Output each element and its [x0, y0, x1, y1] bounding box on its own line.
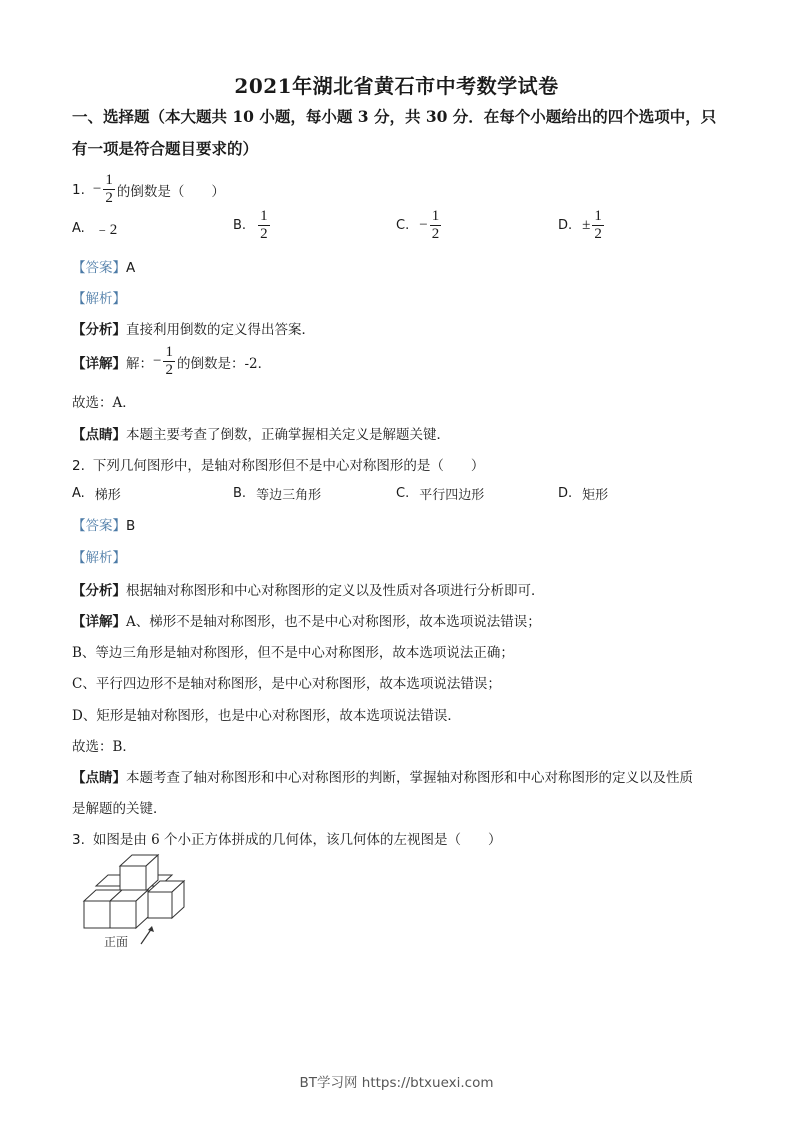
question-1-option-a [72, 218, 117, 239]
fraction-denominator: 2 [594, 226, 602, 242]
minus-sign: − [419, 217, 428, 233]
fraction-numerator: 1 [105, 172, 113, 188]
answer-tag: 【答案】 [72, 260, 126, 276]
answer-tag: 【答案】 [72, 518, 126, 534]
question-2-xiangjie-line-2: B、等边三角形是轴对称图形，但不是中心对称图形，故本选项说法正确； [72, 645, 514, 661]
option-label: A. [72, 486, 85, 501]
xiangjie-prefix: 解： [126, 355, 153, 372]
question-3-stem [72, 828, 502, 848]
section-heading-line1: 一、选择题（本大题共 10 小题，每小题 3 分，共 30 分．在每个小题给出的四个选项中，只 [72, 107, 717, 126]
answer-value: B [126, 518, 136, 534]
dianjing-tag: 【点睛】 [72, 427, 126, 443]
dianjing-text: 本题考查了轴对称图形和中心对称图形的判断，掌握轴对称图形和中心对称图形的定义以及性质 [126, 770, 693, 786]
question-1-dianjing [72, 423, 450, 443]
section-heading-line2: 有一项是符合题目要求的） [72, 139, 259, 158]
question-2-stem [72, 454, 484, 474]
question-2-option-c [396, 484, 484, 503]
option-text: 等边三角形 [256, 488, 322, 503]
dianjing-tag: 【点睛】 [72, 770, 126, 786]
question-2-option-d [558, 484, 608, 503]
xiangjie-text: 的倒数是：-2． [176, 355, 272, 372]
question-2-option-b [233, 484, 321, 503]
option-label: C. [396, 486, 410, 501]
question-1-option-c [396, 208, 443, 243]
arrow-head-icon [148, 926, 154, 932]
question-1-answer [72, 256, 135, 276]
question-2-answer [72, 514, 135, 534]
fraction-numerator: 1 [594, 208, 602, 224]
option-label: D. [558, 486, 573, 501]
question-1-xiangjie [72, 344, 271, 379]
xiangjie-text: A、梯形不是轴对称图形，也不是中心对称图形，故本选项说法错误； [126, 614, 541, 630]
option-text: 平行四边形 [419, 488, 485, 503]
option-value: ﹣2 [94, 222, 118, 238]
question-1-fenxi [72, 318, 315, 338]
question-2-xiangjie-line-3: C、平行四边形不是轴对称图形，是中心对称图形，故本选项说法错误； [72, 676, 501, 692]
plus-minus-sign: ± [582, 217, 591, 233]
option-label: B. [233, 218, 247, 233]
dianjing-text: 本题主要考查了倒数，正确掌握相关定义是解题关键． [126, 427, 450, 443]
fraction [592, 208, 604, 243]
fenxi-tag: 【分析】 [72, 583, 126, 599]
option-label: D. [558, 218, 573, 233]
option-label: C. [396, 218, 410, 233]
question-2-choice: 故选：B． [72, 739, 136, 755]
cube-assembly-figure [76, 848, 196, 953]
question-2-xiangjie-line-4: D、矩形是轴对称图形，也是中心对称图形，故本选项说法错误． [72, 708, 461, 724]
fraction [103, 172, 115, 207]
question-number: 3. [72, 832, 85, 848]
fraction-numerator: 1 [165, 344, 173, 360]
question-1-analysis-tag: 【解析】 [72, 291, 126, 307]
footer-watermark: BT学习网 https://btxuexi.com [299, 1075, 494, 1091]
fraction-denominator: 2 [165, 362, 173, 378]
fraction [430, 208, 442, 243]
fenxi-tag: 【分析】 [72, 322, 126, 338]
fenxi-text: 根据轴对称图形和中心对称图形的定义以及性质对各项进行分析即可． [126, 583, 545, 599]
question-1-stem [72, 172, 225, 207]
fraction-numerator: 1 [260, 208, 268, 224]
front-label: 正面 [104, 935, 129, 949]
question-1-option-b [233, 208, 272, 243]
question-1-choice: 故选：A． [72, 395, 136, 411]
question-2-analysis-tag: 【解析】 [72, 550, 126, 566]
question-2-dianjing-line-1 [72, 766, 693, 786]
question-text: 如图是由 6 个小正方体拼成的几何体，该几何体的左视图是（ ） [92, 832, 502, 848]
xiangjie-tag: 【详解】 [72, 355, 126, 372]
option-text: 梯形 [94, 488, 121, 503]
page-title: 2021年湖北省黄石市中考数学试卷 [234, 74, 559, 98]
answer-value: A [126, 260, 136, 276]
cubes-drawing-icon [76, 848, 196, 953]
fraction-denominator: 2 [260, 226, 268, 242]
question-number: 1. [72, 181, 85, 198]
xiangjie-tag: 【详解】 [72, 614, 126, 630]
fraction-denominator: 2 [105, 190, 113, 206]
minus-sign: − [92, 181, 102, 197]
question-2-fenxi [72, 579, 545, 599]
option-label: A. [72, 221, 85, 236]
question-number: 2. [72, 458, 85, 474]
question-2-dianjing-line-2: 是解题的关键． [72, 801, 167, 817]
fraction [163, 344, 175, 379]
question-2-option-a [72, 484, 121, 503]
option-text: 矩形 [582, 488, 609, 503]
fraction-denominator: 2 [431, 226, 440, 242]
fenxi-text: 直接利用倒数的定义得出答案． [126, 322, 315, 338]
question-text: 下列几何图形中，是轴对称图形但不是中心对称图形的是（ ） [92, 458, 485, 474]
question-2-xiangjie-line-1 [72, 610, 541, 630]
option-label: B. [233, 486, 247, 501]
fraction [258, 208, 270, 243]
question-text: 的倒数是（ ） [116, 183, 225, 200]
question-1-option-d [558, 208, 606, 243]
minus-sign: − [153, 353, 162, 369]
fraction-numerator: 1 [431, 208, 440, 224]
